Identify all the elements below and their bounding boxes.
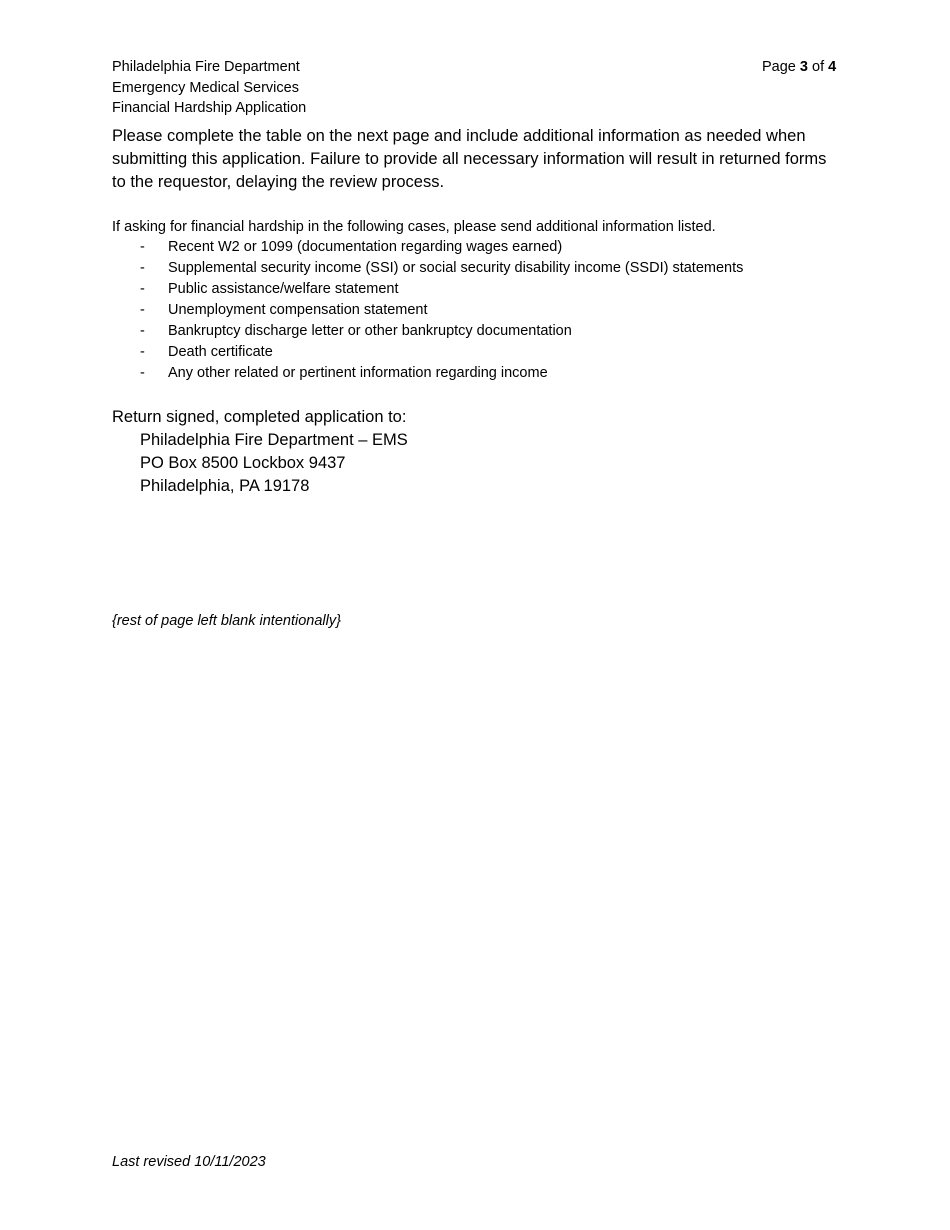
address-line-3: Philadelphia, PA 19178 (140, 477, 310, 495)
intro-paragraph: Please complete the table on the next page and include additional information as needed when submitting this application. Failure to provide all necessary information will result in returned forms to the requestor, delaying the review process. (112, 127, 827, 191)
current-page: 3 (799, 59, 808, 75)
document-header (112, 57, 306, 119)
organization-name: Philadelphia Fire Department (112, 59, 300, 75)
list-item-text: Recent W2 or 1099 (documentation regarding wages earned) (168, 239, 563, 255)
bullet-dash: - (140, 302, 145, 318)
list-item-text: Any other related or pertinent information regarding income (168, 365, 548, 381)
list-item (112, 300, 743, 321)
page-number (762, 57, 836, 78)
list-item-text: Bankruptcy discharge letter or other bankruptcy documentation (168, 323, 572, 339)
bullet-dash: - (140, 344, 145, 360)
mailing-address (140, 429, 408, 498)
list-item-text: Public assistance/welfare statement (168, 281, 399, 297)
form-title: Financial Hardship Application (112, 100, 307, 116)
total-pages: 4 (828, 59, 837, 75)
bullet-dash: - (140, 365, 145, 381)
list-item (112, 342, 743, 363)
list-item-text: Death certificate (168, 344, 273, 360)
list-item (112, 321, 743, 342)
list-item (112, 363, 743, 384)
list-item (112, 237, 743, 258)
bullet-dash: - (140, 260, 145, 276)
address-line-1: Philadelphia Fire Department – EMS (140, 431, 408, 449)
bullet-dash: - (140, 281, 145, 297)
blank-page-note: {rest of page left blank intentionally} (112, 613, 341, 629)
bullet-dash: - (140, 323, 145, 339)
list-item-text: Supplemental security income (SSI) or social security disability income (SSDI) statements (168, 260, 744, 276)
list-item (112, 258, 743, 279)
required-documents-list (112, 237, 743, 384)
list-item-text: Unemployment compensation statement (168, 302, 428, 318)
cases-lead: If asking for financial hardship in the following cases, please send additional information listed. (112, 219, 716, 235)
bullet-dash: - (140, 239, 145, 255)
address-line-2: PO Box 8500 Lockbox 9437 (140, 454, 346, 472)
page-label: Page (762, 59, 796, 75)
page-separator: of (812, 59, 825, 75)
division-name: Emergency Medical Services (112, 79, 299, 96)
return-instructions: Return signed, completed application to: (112, 408, 407, 426)
revision-date: Last revised 10/11/2023 (112, 1154, 266, 1170)
list-item (112, 279, 743, 300)
